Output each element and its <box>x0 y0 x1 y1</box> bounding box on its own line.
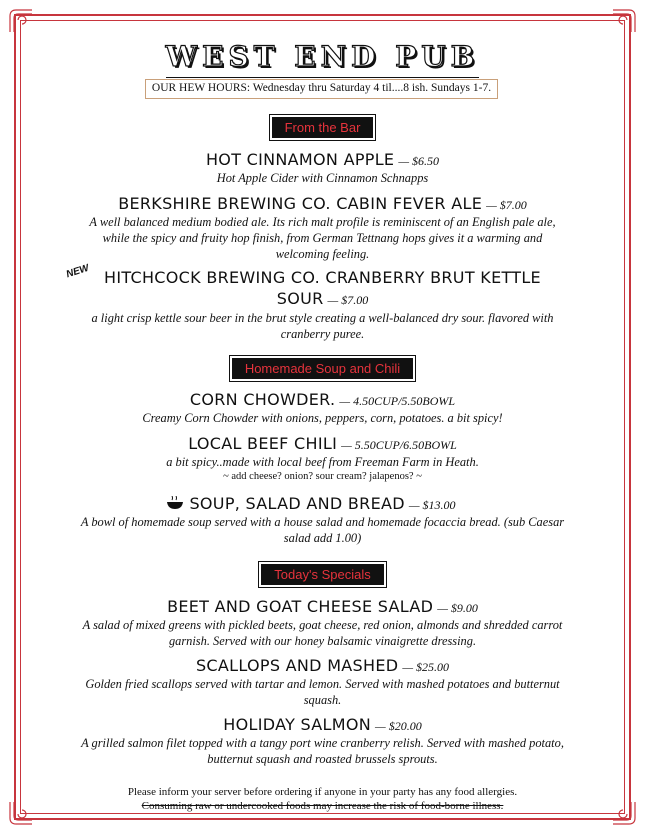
item-name: SOUP, SALAD AND BREAD <box>189 494 405 513</box>
item-note: ~ add cheese? onion? sour cream? jalapenos? ~ <box>223 471 422 482</box>
item-name: CORN CHOWDER. <box>189 390 336 409</box>
item-description: A bowl of homemade soup served with a house salad and homemade focaccia bread. (sub Caesar salad add 1.00) <box>80 515 565 545</box>
item-price: — $7.00 <box>486 198 527 212</box>
menu-item-beet-salad <box>80 597 565 649</box>
item-name: SCALLOPS AND MASHED <box>195 656 399 675</box>
item-price: — $9.00 <box>437 601 478 615</box>
menu-item-hitchcock <box>80 268 565 342</box>
item-description: Hot Apple Cider with Cinnamon Schnapps <box>216 171 429 185</box>
section-banner-specials <box>0 564 645 585</box>
item-price: — $7.00 <box>327 293 369 307</box>
item-description: a bit spicy..made with local beef from Freeman Farm in Heath. <box>166 455 479 469</box>
menu-item-chowder <box>80 390 565 426</box>
section-banner-bar <box>0 117 645 138</box>
pub-name: WEST END PUB <box>166 40 480 80</box>
item-price: — $20.00 <box>375 719 422 733</box>
item-description: A well balanced medium bodied ale. Its rich malt profile is reminiscent of an English pale ale, while the spicy and fruity hop finish, from German Tettnang hops gives it a warming and welcoming feeling. <box>89 215 556 261</box>
section-label: Homemade Soup and Chili <box>232 358 413 379</box>
item-description: Golden fried scallops served with tartar and lemon. Served with mashed potatoes and butternut squash. <box>85 677 560 707</box>
menu-item-scallops <box>80 656 565 708</box>
item-description: A salad of mixed greens with pickled beets, goat cheese, red onion, almonds and shredded carrot garnish. Served with our honey balsamic vinaigrette dressing. <box>82 618 563 648</box>
item-name: BERKSHIRE BREWING CO. CABIN FEVER ALE <box>118 194 483 213</box>
item-name: HOLIDAY SALMON <box>223 715 372 734</box>
item-price: — 5.50CUP/6.50BOWL <box>341 438 457 452</box>
item-name: HOT CINNAMON APPLE <box>205 150 395 169</box>
menu-item-chili <box>80 434 565 484</box>
menu-item-salmon <box>80 715 565 767</box>
item-description: a light crisp kettle sour beer in the brut style creating a well-balanced dry sour. flavored with cranberry puree. <box>91 311 554 341</box>
allergy-notice <box>60 785 585 813</box>
page-title <box>0 40 645 80</box>
menu-item-cinnamon <box>80 150 565 186</box>
item-description: Creamy Corn Chowder with onions, peppers, corn, potatoes. a bit spicy! <box>142 411 503 425</box>
hours-box: OUR HEW HOURS: Wednesday thru Saturday 4 til....8 ish. Sundays 1-7. <box>145 79 498 99</box>
menu-item-berkshire <box>80 194 565 262</box>
new-badge: NEW <box>64 262 91 281</box>
raw-food-warning: Consuming raw or undercooked foods may increase the risk of food-borne illness. <box>141 800 504 812</box>
menu-item-soup-salad-bread <box>80 494 565 546</box>
item-price: — 4.50CUP/5.50BOWL <box>339 394 456 408</box>
item-name: HITCHCOCK BREWING CO. CRANBERRY BRUT KETTLE SOUR <box>104 268 541 308</box>
item-price: — $25.00 <box>402 660 450 674</box>
item-description: A grilled salmon filet topped with a tangy port wine cranberry relish. Served with mashed potato, butternut squash and roasted brussels sprouts. <box>81 736 564 766</box>
section-label: Today's Specials <box>261 564 383 585</box>
item-name: BEET AND GOAT CHEESE SALAD <box>167 597 434 616</box>
item-price: — $6.50 <box>398 154 440 168</box>
item-name: LOCAL BEEF CHILI <box>188 434 338 453</box>
allergy-line: Please inform your server before ordering if anyone in your party has any food allergies. <box>127 786 518 798</box>
section-banner-soup <box>0 358 645 379</box>
section-label: From the Bar <box>272 117 374 138</box>
item-price: — $13.00 <box>408 498 456 512</box>
